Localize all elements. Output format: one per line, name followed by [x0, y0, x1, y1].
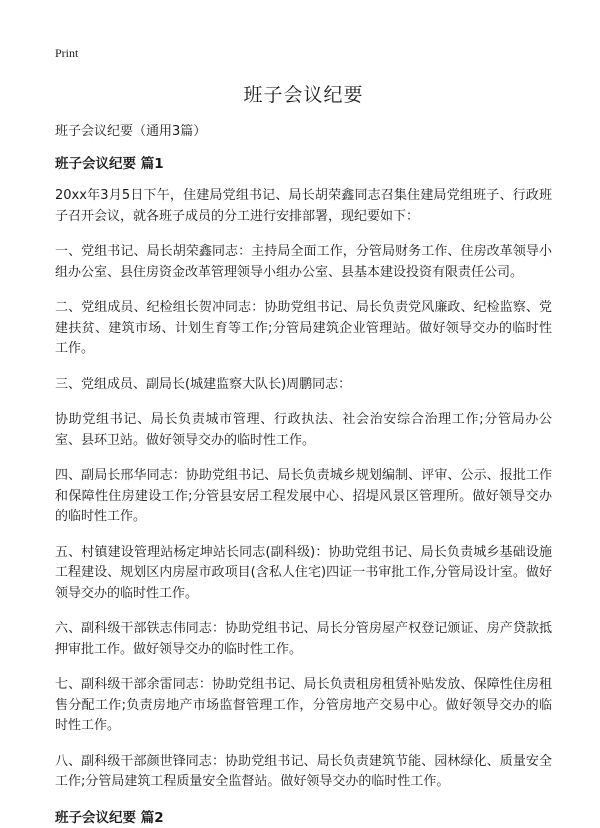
- section-heading-1: 班子会议纪要 篇1: [55, 156, 164, 172]
- paragraph-intro: 20xx年3月5日下午，住建局党组书记、局长胡荣鑫同志召集住建局党组班子、行政班子召开会议，就各班子成员的分工进行安排部署，现纪要如下：: [55, 188, 552, 224]
- paragraph-item-1: 一、党组书记、局长胡荣鑫同志：主持局全面工作，分管局财务工作、住房改革领导小组办公室、县住房资金改革管理领导小组办公室、县基本建设投资有限责任公司。: [55, 244, 552, 280]
- paragraph-item-7: 七、副科级干部余雷同志：协助党组书记、局长负责租房租赁补贴发放、保障性住房租售分配工作;负责房地产市场监督管理工作，分管房地产交易中心。做好领导交办的临时性工作。: [55, 677, 552, 733]
- paragraph-item-8: 八、副科级干部颜世锋同志：协助党组书记、局长负责建筑节能、园林绿化、质量安全工作;分管局建筑工程质量安全监督站。做好领导交办的临时性工作。: [55, 753, 552, 789]
- paragraph-item-2: 二、党组成员、纪检组长贺冲同志：协助党组书记、局长负责党风廉政、纪检监察、党建扶贫、建筑市场、计划生育等工作;分管局建筑企业管理站。做好领导交办的临时性工作。: [55, 300, 552, 356]
- section-heading-2: 班子会议纪要 篇2: [55, 809, 164, 826]
- document-title: 班子会议纪要: [243, 84, 364, 106]
- document-subtitle: 班子会议纪要（通用3篇）: [55, 124, 207, 139]
- paragraph-item-4: 四、副局长邢华同志：协助党组书记、局长负责城乡规划编制、评审、公示、报批工作和保障性住房建设工作;分管县安居工程发展中心、招堤风景区管理所。做好领导交办的临时性工作。: [55, 468, 552, 524]
- paragraph-item-6: 六、副科级干部铁志伟同志：协助党组书记、局长分管房屋产权登记颁证、房产贷款抵押审批工作。做好领导交办的临时性工作。: [55, 621, 552, 657]
- print-label: Print: [55, 46, 79, 60]
- paragraph-item-3-detail: 协助党组书记、局长负责城市管理、行政执法、社会治安综合治理工作;分管局办公室、县环卫站。做好领导交办的临时性工作。: [55, 412, 552, 448]
- paragraph-item-3: 三、党组成员、副局长(城建监察大队长)周鹏同志：: [55, 376, 352, 392]
- paragraph-item-5: 五、村镇建设管理站杨定坤站长同志(副科级)：协助党组书记、局长负责城乡基础设施工程建设、规划区内房屋市政项目(含私人住宅)四证一书审批工作,分管局设计室。做好领导交办的临时性工作。: [55, 544, 552, 601]
